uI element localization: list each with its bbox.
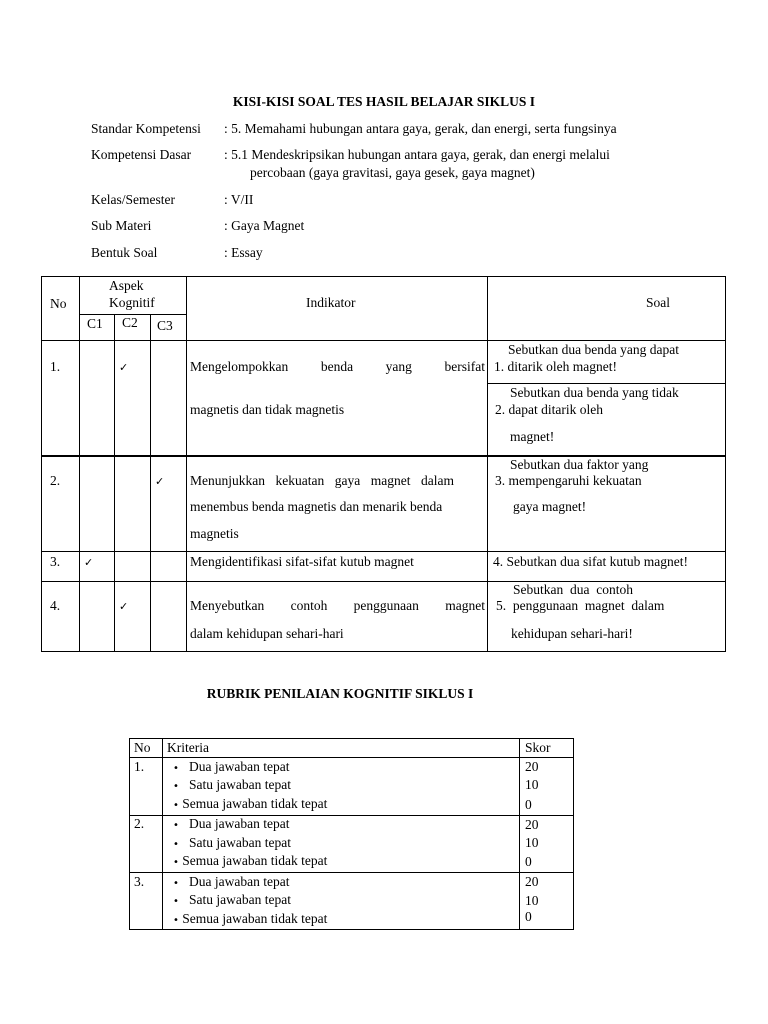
rubrik-header-skor: Skor <box>525 740 551 755</box>
row2-soal-line3: gaya magnet! <box>513 499 587 514</box>
rubrik-row2-criteria2: • Satu jawaban tepat <box>173 835 291 850</box>
soal-split-line <box>487 383 726 384</box>
kelas-value: : V/II <box>224 192 254 207</box>
rubrik-row2-criteria3: • Semua jawaban tidak tepat <box>173 853 328 868</box>
col-indikator-right <box>487 276 488 652</box>
row4-no: 4. <box>50 598 61 613</box>
row2-no: 2. <box>50 473 61 488</box>
rubrik-row1-no: 1. <box>134 759 145 774</box>
sub-label: Sub Materi <box>91 218 152 233</box>
header-c2: C2 <box>122 315 138 330</box>
page-title: KISI-KISI SOAL TES HASIL BELAJAR SIKLUS I <box>232 94 536 109</box>
row2-soal-line2: 3. mempengaruhi kekuatan <box>495 473 642 488</box>
table-border-left <box>41 276 42 652</box>
header-c1: C1 <box>87 316 103 331</box>
kelas-label: Kelas/Semester <box>91 192 175 207</box>
row3-c1-check: ✓ <box>84 556 94 569</box>
row2-bottom <box>41 551 726 552</box>
col-c3-right <box>186 276 187 652</box>
header-c3: C3 <box>157 318 173 333</box>
row4-indikator-line1: Menyebutkan contoh penggunaan magnet <box>190 598 485 613</box>
col-no-right <box>79 276 80 652</box>
rubrik-row3-no: 3. <box>134 874 145 889</box>
row1-no: 1. <box>50 359 61 374</box>
rubrik-row3-criteria3: • Semua jawaban tidak tepat <box>173 911 328 926</box>
kompetensi-value-2: percobaan (gaya gravitasi, gaya gesek, gaya magnet) <box>250 165 535 180</box>
col-c1-right <box>114 314 115 652</box>
row4-c2-check: ✓ <box>119 600 129 613</box>
standar-value: : 5. Memahami hubungan antara gaya, gerak, dan energi, serta fungsinya <box>224 121 617 136</box>
rubrik-col-kriteria-right <box>519 738 520 930</box>
row2-c3-check: ✓ <box>155 475 165 488</box>
rubrik-row2-score2: 10 <box>525 835 539 850</box>
row2-soal-line1: Sebutkan dua faktor yang <box>510 457 649 472</box>
row1-soal-b-line3: magnet! <box>510 429 555 444</box>
rubrik-border-top <box>129 738 574 739</box>
header-kognitif: Kognitif <box>109 295 155 310</box>
rubrik-row2-criteria1: • Dua jawaban tepat <box>173 816 290 831</box>
rubrik-row3-criteria1: • Dua jawaban tepat <box>173 874 290 889</box>
rubrik-header-no: No <box>134 740 151 755</box>
rubrik-row1-score1: 20 <box>525 759 539 774</box>
rubrik-row2-score3: 0 <box>525 854 532 869</box>
row2-indikator-line1: Menunjukkan kekuatan gaya magnet dalam <box>190 473 454 488</box>
col-c2-right <box>150 314 151 652</box>
sub-value: : Gaya Magnet <box>224 218 305 233</box>
rubrik-header-kriteria: Kriteria <box>167 740 209 755</box>
rubrik-row1-criteria2: • Satu jawaban tepat <box>173 777 291 792</box>
rubrik-border-right <box>573 738 574 930</box>
rubrik-border-left <box>129 738 130 930</box>
header-no: No <box>50 296 67 311</box>
row2-indikator-line2: menembus benda magnetis dan menarik benda <box>190 499 443 514</box>
row3-no: 3. <box>50 554 61 569</box>
rubrik-row2-bottom <box>129 872 574 873</box>
rubrik-row3-criteria2: • Satu jawaban tepat <box>173 892 291 907</box>
kisi-table <box>41 276 726 652</box>
row4-indikator-line2: dalam kehidupan sehari-hari <box>190 626 344 641</box>
bentuk-value: : Essay <box>224 245 263 260</box>
kompetensi-label: Kompetensi Dasar <box>91 147 192 162</box>
rubrik-row1-score2: 10 <box>525 777 539 792</box>
standar-label: Standar Kompetensi <box>91 121 201 136</box>
rubrik-title: RUBRIK PENILAIAN KOGNITIF SIKLUS I <box>206 686 474 701</box>
rubrik-border-bottom <box>129 929 574 930</box>
rubrik-row3-score1: 20 <box>525 874 539 889</box>
rubrik-row1-criteria1: • Dua jawaban tepat <box>173 759 290 774</box>
rubrik-header-bottom <box>129 757 574 758</box>
header-aspek: Aspek <box>109 278 144 293</box>
row4-soal-line3: kehidupan sehari-hari! <box>511 626 633 641</box>
rubrik-row2-score1: 20 <box>525 817 539 832</box>
rubrik-table <box>129 738 574 930</box>
header-indikator: Indikator <box>306 295 356 310</box>
rubrik-row1-score3: 0 <box>525 797 532 812</box>
rubrik-row2-no: 2. <box>134 816 145 831</box>
table-border-right <box>725 276 726 652</box>
row4-soal-line1: Sebutkan dua contoh <box>513 582 633 597</box>
row2-indikator-line3: magnetis <box>190 526 239 541</box>
rubrik-row3-score3: 0 <box>525 909 532 924</box>
row4-soal-line2: 5. penggunaan magnet dalam <box>496 598 665 613</box>
row1-indikator-line1: Mengelompokkan benda yang bersifat <box>190 359 485 374</box>
row3-indikator-line1: Mengidentifikasi sifat-sifat kutub magnet <box>190 554 414 569</box>
header-soal: Soal <box>646 295 671 310</box>
rubrik-col-no-right <box>162 738 163 930</box>
rubrik-row3-score2: 10 <box>525 893 539 908</box>
rubrik-row1-criteria3: • Semua jawaban tidak tepat <box>173 796 328 811</box>
row1-c2-check: ✓ <box>119 361 129 374</box>
row1-soal-b-line2: 2. dapat ditarik oleh <box>495 402 603 417</box>
row1-soal-a-line1: Sebutkan dua benda yang dapat <box>508 342 679 357</box>
table-border-bottom <box>41 651 726 652</box>
bentuk-label: Bentuk Soal <box>91 245 158 260</box>
table-border-top <box>41 276 726 277</box>
kompetensi-value-1: : 5.1 Mendeskripsikan hubungan antara gaya, gerak, dan energi melalui <box>224 147 610 162</box>
row1-soal-a-line2: 1. ditarik oleh magnet! <box>494 359 617 374</box>
row1-indikator-line2: magnetis dan tidak magnetis <box>190 402 345 417</box>
header-bottom <box>41 340 726 341</box>
row1-soal-b-line1: Sebutkan dua benda yang tidak <box>510 385 679 400</box>
row3-soal-line1: 4. Sebutkan dua sifat kutub magnet! <box>493 554 688 569</box>
